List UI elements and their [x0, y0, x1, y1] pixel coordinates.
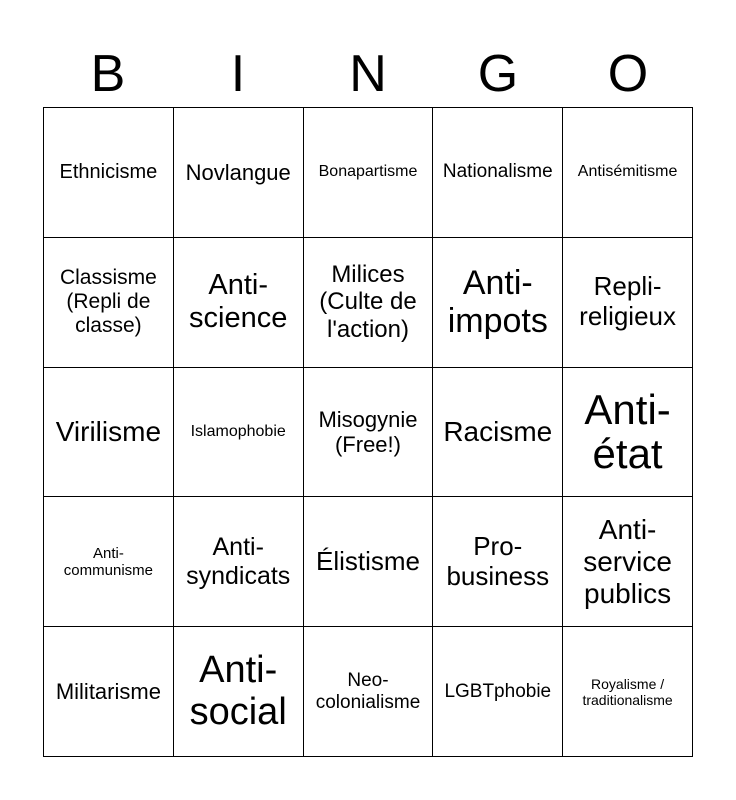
bingo-cell[interactable]: Anti- service publics	[563, 497, 693, 627]
bingo-cell[interactable]: LGBTphobie	[433, 627, 563, 757]
header-letter-g: G	[477, 45, 519, 103]
header-letter-n: N	[349, 45, 387, 103]
bingo-cell[interactable]: Neo- colonialisme	[304, 627, 434, 757]
bingo-cell[interactable]: Bonapartisme	[304, 108, 434, 238]
bingo-cell[interactable]: Anti- état	[563, 368, 693, 498]
bingo-cell[interactable]: Antisémitisme	[563, 108, 693, 238]
bingo-board	[43, 107, 693, 757]
bingo-cell[interactable]: Anti- science	[174, 238, 304, 368]
bingo-cell[interactable]: Milices (Culte de l'action)	[304, 238, 434, 368]
bingo-cell[interactable]: Militarisme	[44, 627, 174, 757]
header-letter-i: I	[230, 45, 246, 103]
header-letter-b: B	[90, 45, 126, 103]
bingo-cell[interactable]: Ethnicisme	[44, 108, 174, 238]
bingo-cell[interactable]: Anti- communisme	[44, 497, 174, 627]
bingo-cell[interactable]: Anti- impots	[433, 238, 563, 368]
header-letter-o: O	[607, 45, 649, 103]
bingo-cell[interactable]: Misogynie (Free!)	[304, 368, 434, 498]
bingo-cell[interactable]: Classisme (Repli de classe)	[44, 238, 174, 368]
bingo-cell[interactable]: Anti- social	[174, 627, 304, 757]
bingo-cell[interactable]: Racisme	[433, 368, 563, 498]
bingo-cell[interactable]: Virilisme	[44, 368, 174, 498]
bingo-header	[43, 40, 693, 108]
bingo-cell[interactable]: Pro- business	[433, 497, 563, 627]
bingo-cell[interactable]: Élistisme	[304, 497, 434, 627]
bingo-cell[interactable]: Novlangue	[174, 108, 304, 238]
bingo-cell[interactable]: Nationalisme	[433, 108, 563, 238]
bingo-cell[interactable]: Royalisme / traditionalisme	[563, 627, 693, 757]
bingo-cell[interactable]: Islamophobie	[174, 368, 304, 498]
bingo-cell[interactable]: Anti- syndicats	[174, 497, 304, 627]
bingo-cell[interactable]: Repli- religieux	[563, 238, 693, 368]
